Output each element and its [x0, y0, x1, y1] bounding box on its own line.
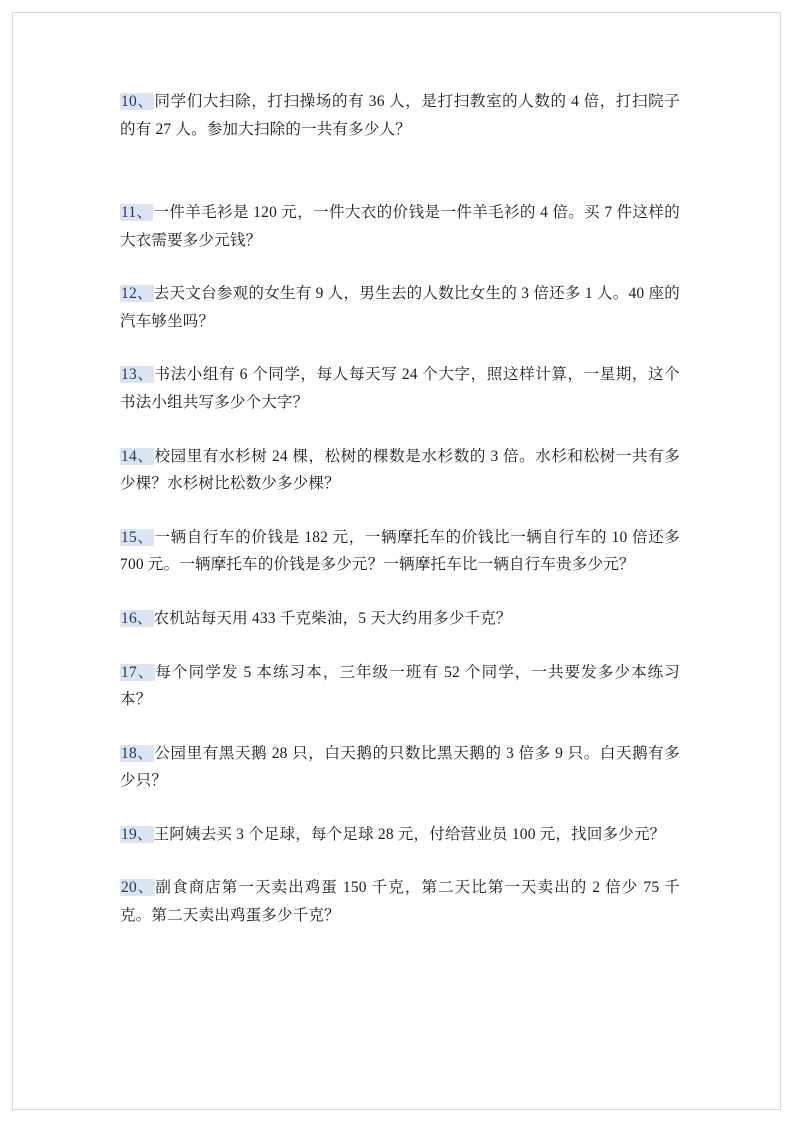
question-number: 20、: [121, 879, 155, 897]
question-number: 18、: [121, 744, 154, 762]
question-item: [120, 199, 680, 254]
question-item: [120, 874, 680, 929]
question-list: [120, 88, 680, 956]
question-item: [120, 443, 680, 498]
question-item: [120, 605, 680, 633]
question-text: 副食商店第一天卖出鸡蛋 150 千克，第二天比第一天卖出的 2 倍少 75 千克。第二天卖出鸡蛋多少千克？: [120, 879, 680, 924]
question-number: 15、: [121, 528, 154, 546]
question-item: [120, 821, 680, 849]
question-text: 农机站每天用 433 千克柴油，5 天大约用多少千克？: [153, 609, 512, 627]
question-item: [120, 524, 680, 579]
question-number: 10、: [121, 93, 154, 110]
question-item: [120, 740, 680, 795]
question-number: 11、: [121, 204, 153, 222]
question-text: 王阿姨去买 3 个足球，每个足球 28 元，付给营业员 100 元，找回多少元？: [153, 825, 666, 843]
question-item: [120, 88, 680, 143]
question-text: 同学们大扫除，打扫操场的有 36 人，是打扫教室的人数的 4 倍，打扫院子的有 27 人。参加大扫除的一共有多少人？: [120, 93, 681, 138]
question-item: [120, 280, 680, 335]
question-text: 去天文台参观的女生有 9 人，男生去的人数比女生的 3 倍还多 1 人。40 座的汽车够坐吗？: [120, 285, 681, 330]
question-text: 书法小组有 6 个同学，每人每天写 24 个大字，照这样计算，一星期，这个书法小组共写多少个大字？: [120, 366, 681, 412]
question-text: 一件羊毛衫是 120 元，一件大衣的价钱是一件羊毛衫的 4 倍。买 7 件这样的大衣需要多少元钱？: [120, 204, 680, 249]
question-text: 校园里有水杉树 24 棵，松树的棵数是水杉数的 3 倍。水杉和松树一共有多少棵？水杉树比松数少多少棵？: [120, 447, 681, 493]
question-text: 一辆自行车的价钱是 182 元，一辆摩托车的价钱比一辆自行车的 10 倍还多 700 元。一辆摩托车的价钱是多少元？一辆摩托车比一辆自行车贵多少元？: [120, 528, 680, 574]
question-number: 19、: [121, 825, 153, 843]
question-item: [120, 659, 680, 714]
question-number: 13、: [121, 366, 154, 384]
question-number: 14、: [121, 447, 154, 465]
question-number: 17、: [121, 663, 155, 681]
question-number: 16、: [121, 609, 153, 627]
question-item: [120, 361, 680, 416]
question-number: 12、: [121, 285, 153, 303]
question-text: 公园里有黑天鹅 28 只，白天鹅的只数比黑天鹅的 3 倍多 9 只。白天鹅有多少只？: [120, 744, 680, 790]
question-text: 每个同学发 5 本练习本，三年级一班有 52 个同学，一共要发多少本练习本？: [120, 663, 680, 709]
